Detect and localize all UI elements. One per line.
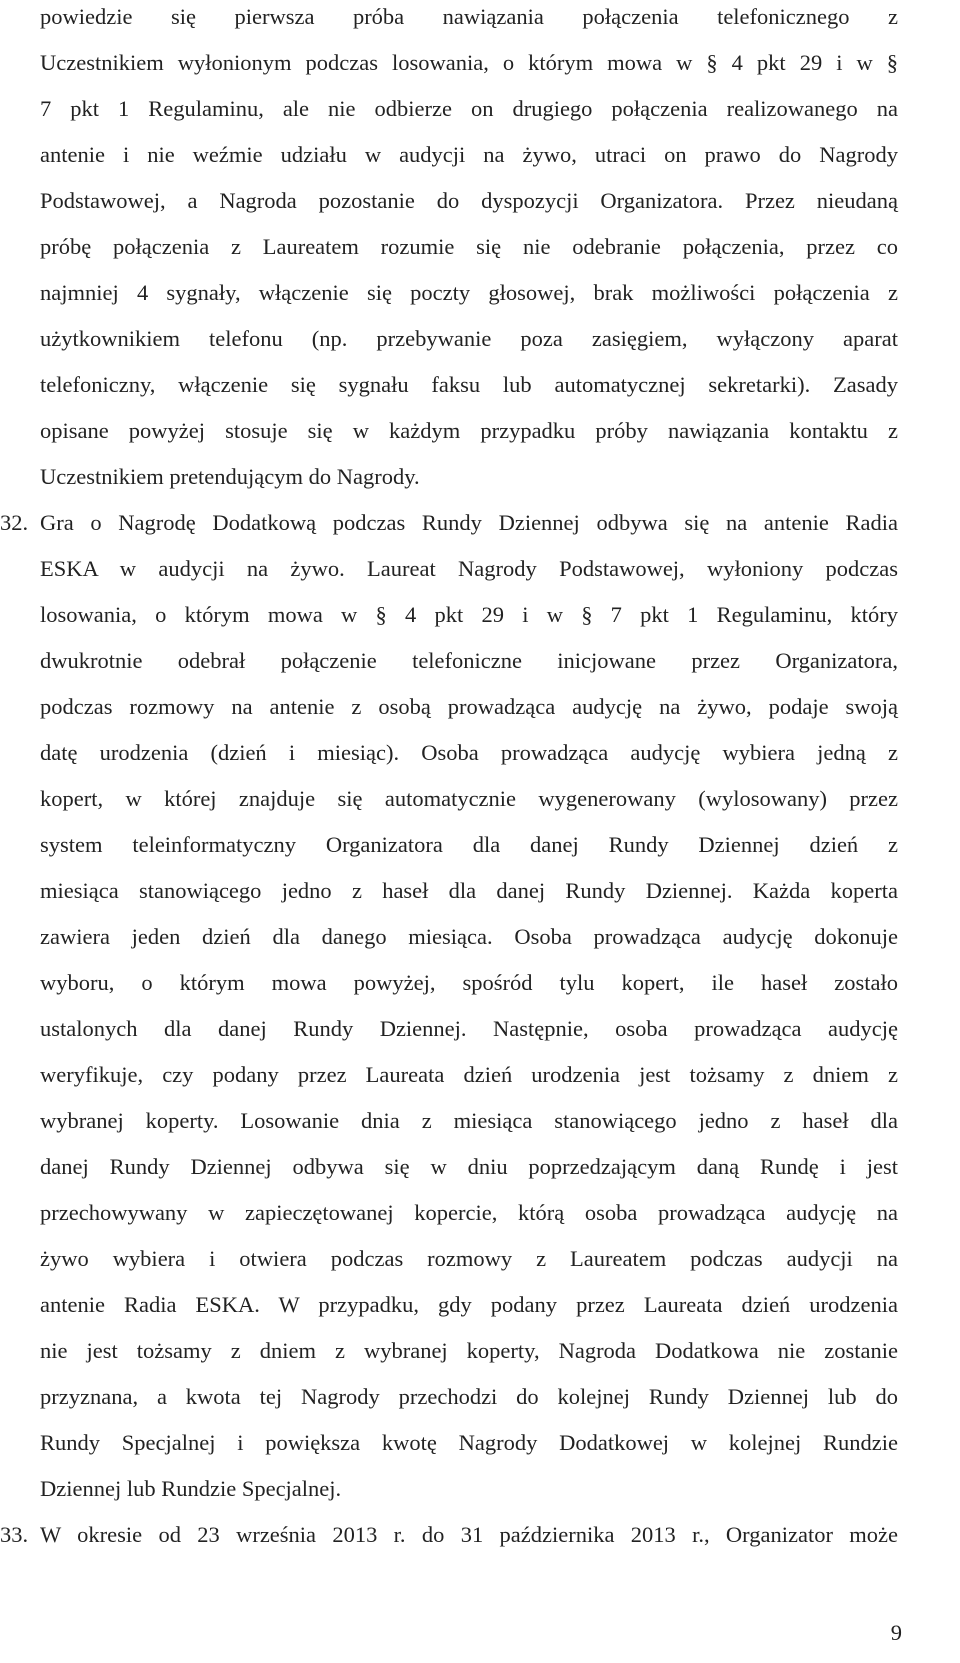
text-line: weryfikuje, czy podany przez Laureata dzień urodzenia jest tożsamy z dniem z [40, 1062, 898, 1087]
text-line: Podstawowej, a Nagroda pozostanie do dyspozycji Organizatora. Przez nieudaną [40, 188, 898, 213]
text-line: wyboru, o którym mowa powyżej, spośród tylu kopert, ile haseł zostało [40, 970, 898, 995]
text-line: wybranej koperty. Losowanie dnia z miesiąca stanowiącego jedno z haseł dla [40, 1108, 898, 1133]
text-line: opisane powyżej stosuje się w każdym przypadku próby nawiązania kontaktu z [40, 418, 898, 443]
text-line: datę urodzenia (dzień i miesiąc). Osoba prowadząca audycję wybiera jedną z [40, 740, 898, 765]
page-number: 9 [890, 1620, 902, 1645]
text-line: kopert, w której znajduje się automatycznie wygenerowany (wylosowany) przez [40, 786, 898, 811]
item-number: 33. [0, 1522, 29, 1547]
text-line: telefoniczny, włączenie się sygnału faksu lub automatycznej sekretarki). Zasady [40, 372, 898, 397]
text-line: 7 pkt 1 Regulaminu, ale nie odbierze on drugiego połączenia realizowanego na [40, 96, 898, 121]
text-line: miesiąca stanowiącego jedno z haseł dla danej Rundy Dziennej. Każda koperta [40, 878, 898, 903]
text-line: próbę połączenia z Laureatem rozumie się nie odebranie połączenia, przez co [40, 234, 898, 259]
text-line: powiedzie się pierwsza próba nawiązania połączenia telefonicznego z [40, 4, 898, 29]
text-line: Uczestnikiem wyłonionym podczas losowania, o którym mowa w § 4 pkt 29 i w § [40, 50, 898, 75]
text-line: losowania, o którym mowa w § 4 pkt 29 i w § 7 pkt 1 Regulaminu, który [40, 602, 898, 627]
text-line: Uczestnikiem pretendującym do Nagrody. [40, 464, 420, 489]
item-number: 32. [0, 510, 29, 535]
text-line: ustalonych dla danej Rundy Dziennej. Następnie, osoba prowadząca audycję [40, 1016, 898, 1041]
text-line: zawiera jeden dzień dla danego miesiąca. Osoba prowadząca audycję dokonuje [40, 924, 898, 949]
text-line: przyznana, a kwota tej Nagrody przechodzi do kolejnej Rundy Dziennej lub do [40, 1384, 898, 1409]
text-line: Rundy Specjalnej i powiększa kwotę Nagrody Dodatkowej w kolejnej Rundzie [40, 1430, 898, 1455]
text-line: antenie Radia ESKA. W przypadku, gdy podany przez Laureata dzień urodzenia [40, 1292, 898, 1317]
text-line: Dziennej lub Rundzie Specjalnej. [40, 1476, 342, 1501]
text-line: nie jest tożsamy z dniem z wybranej koperty, Nagroda Dodatkowa nie zostanie [40, 1338, 898, 1363]
text-line: najmniej 4 sygnały, włączenie się poczty głosowej, brak możliwości połączenia z [40, 280, 898, 305]
text-line: dwukrotnie odebrał połączenie telefoniczne inicjowane przez Organizatora, [40, 648, 898, 673]
text-line: danej Rundy Dziennej odbywa się w dniu poprzedzającym daną Rundę i jest [40, 1154, 898, 1179]
text-line: system teleinformatyczny Organizatora dla danej Rundy Dziennej dzień z [40, 832, 898, 857]
text-line: W okresie od 23 września 2013 r. do 31 października 2013 r., Organizator może [40, 1522, 898, 1547]
text-line: antenie i nie weźmie udziału w audycji na żywo, utraci on prawo do Nagrody [40, 142, 898, 167]
text-line: podczas rozmowy na antenie z osobą prowadząca audycję na żywo, podaje swoją [40, 694, 898, 719]
text-line: Gra o Nagrodę Dodatkową podczas Rundy Dziennej odbywa się na antenie Radia [40, 510, 898, 535]
text-line: żywo wybiera i otwiera podczas rozmowy z Laureatem podczas audycji na [40, 1246, 898, 1271]
text-line: przechowywany w zapieczętowanej kopercie, którą osoba prowadząca audycję na [40, 1200, 898, 1225]
text-line: ESKA w audycji na żywo. Laureat Nagrody Podstawowej, wyłoniony podczas [40, 556, 898, 581]
text-line: użytkownikiem telefonu (np. przebywanie poza zasięgiem, wyłączony aparat [40, 326, 898, 351]
